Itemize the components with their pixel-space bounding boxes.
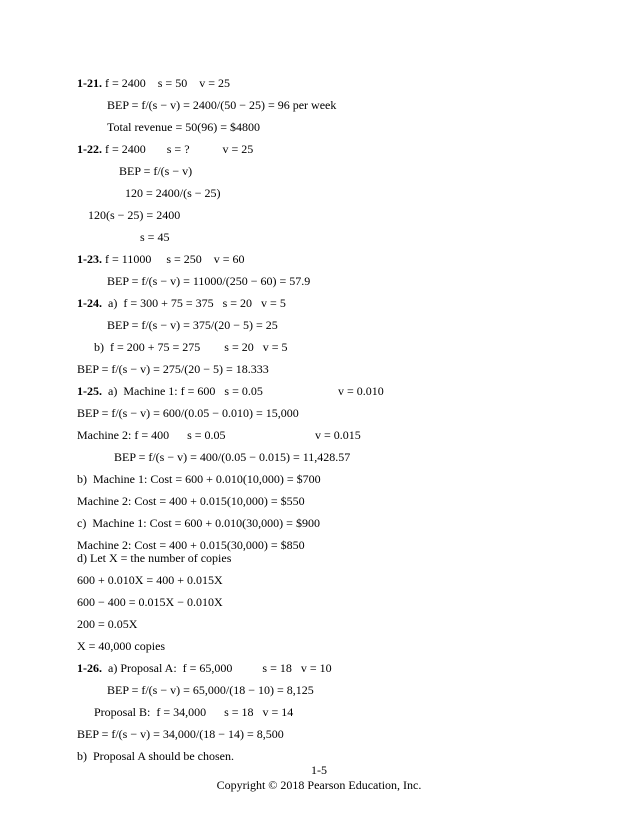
equation-text: X = 40,000 copies [77,639,166,653]
equation-line [77,472,321,486]
equation-line [140,230,169,244]
equation-text: Total revenue = 50(96) = $4800 [107,120,260,134]
equation-line [77,538,305,552]
equation-line [77,749,234,763]
problem-number: 1-22. [77,142,102,156]
equation-text: BEP = f/(s − v) = 375/(20 − 5) = 25 [107,318,278,332]
equation-line [107,98,336,112]
equation-line [94,340,288,354]
page-number: 1-5 [311,763,327,777]
equation-text: Machine 2: Cost = 400 + 0.015(10,000) = $550 [77,494,305,508]
equation-text: b) Machine 1: Cost = 600 + 0.010(10,000) = $700 [77,472,321,486]
problem-1-23-line [77,252,245,266]
problem-number: 1-25. [77,384,102,398]
equation-text: BEP = f/(s − v) = 11000/(250 − 60) = 57.9 [107,274,311,288]
problem-number: 1-24. [77,296,102,310]
equation-line [107,120,260,134]
equation-text: c) Machine 1: Cost = 600 + 0.010(30,000) = $900 [77,516,320,530]
equation-text: b) Proposal A should be chosen. [77,749,234,763]
equation-line [77,551,231,565]
equation-line [77,639,165,653]
equation-text: BEP = f/(s − v) = 400/(0.05 − 0.015) = 11,428.57 [114,450,351,464]
problem-1-25-line [77,384,263,398]
equation-line [119,164,192,178]
equation-line [94,705,293,719]
equation-text: d) Let X = the number of copies [77,551,232,565]
problem-number: 1-26. [77,661,102,675]
equation-text: Proposal B: f = 34,000 s = 18 v = 14 [94,705,294,719]
equation-text: 120(s − 25) = 2400 [88,208,181,222]
equation-line [77,428,226,442]
problem-1-22-line [77,142,253,156]
equation-text: s = 45 [140,230,170,244]
equation-text: v = 0.015 [315,428,361,442]
equation-line [107,318,278,332]
equation-line [77,362,269,376]
problem-number: 1-23. [77,252,102,266]
equation-text: BEP = f/(s − v) = 34,000/(18 − 14) = 8,500 [77,727,284,741]
equation-text: BEP = f/(s − v) [119,164,193,178]
equation-text: Machine 2: f = 400 s = 0.05 [77,428,226,442]
equation-text: b) f = 200 + 75 = 275 s = 20 v = 5 [94,340,288,354]
equation-text: a) Machine 1: f = 600 s = 0.05 [102,384,263,398]
equation-line [77,516,320,530]
equation-line [88,208,180,222]
equation-line [77,406,299,420]
equation-text: BEP = f/(s − v) = 600/(0.05 − 0.010) = 15,000 [77,406,299,420]
equation-text: Machine 2: Cost = 400 + 0.015(30,000) = $850 [77,538,305,552]
equation-text: BEP = f/(s − v) = 65,000/(18 − 10) = 8,125 [107,683,314,697]
problem-number: 1-21. [77,76,102,90]
equation-text: f = 11000 s = 250 v = 60 [102,252,245,266]
equation-text: a) Proposal A: f = 65,000 s = 18 v = 10 [102,661,332,675]
equation-text: BEP = f/(s − v) = 275/(20 − 5) = 18.333 [77,362,269,376]
machine-2-v-value [315,428,361,442]
equation-line [77,595,223,609]
equation-text: f = 2400 s = 50 v = 25 [102,76,230,90]
copyright-notice: Copyright © 2018 Pearson Education, Inc. [216,778,422,792]
equation-line [107,683,314,697]
equation-line [125,186,221,200]
equation-line [77,727,284,741]
equation-text: f = 2400 s = ? v = 25 [102,142,254,156]
equation-text: 120 = 2400/(s − 25) [125,186,221,200]
equation-text: BEP = f/(s − v) = 2400/(50 − 25) = 96 per week [107,98,337,112]
machine-1-v-value [338,384,384,398]
equation-text: 600 + 0.010X = 400 + 0.015X [77,573,223,587]
equation-line [107,274,310,288]
equation-line [77,573,223,587]
problem-1-26-line [77,661,332,675]
equation-text: 600 − 400 = 0.015X − 0.010X [77,595,223,609]
equation-line [77,494,305,508]
equation-line [77,617,137,631]
equation-text: v = 0.010 [338,384,384,398]
equation-text: a) f = 300 + 75 = 375 s = 20 v = 5 [102,296,286,310]
equation-line [114,450,350,464]
problem-1-24-line [77,296,286,310]
equation-text: 200 = 0.05X [77,617,138,631]
problem-1-21-line [77,76,230,90]
